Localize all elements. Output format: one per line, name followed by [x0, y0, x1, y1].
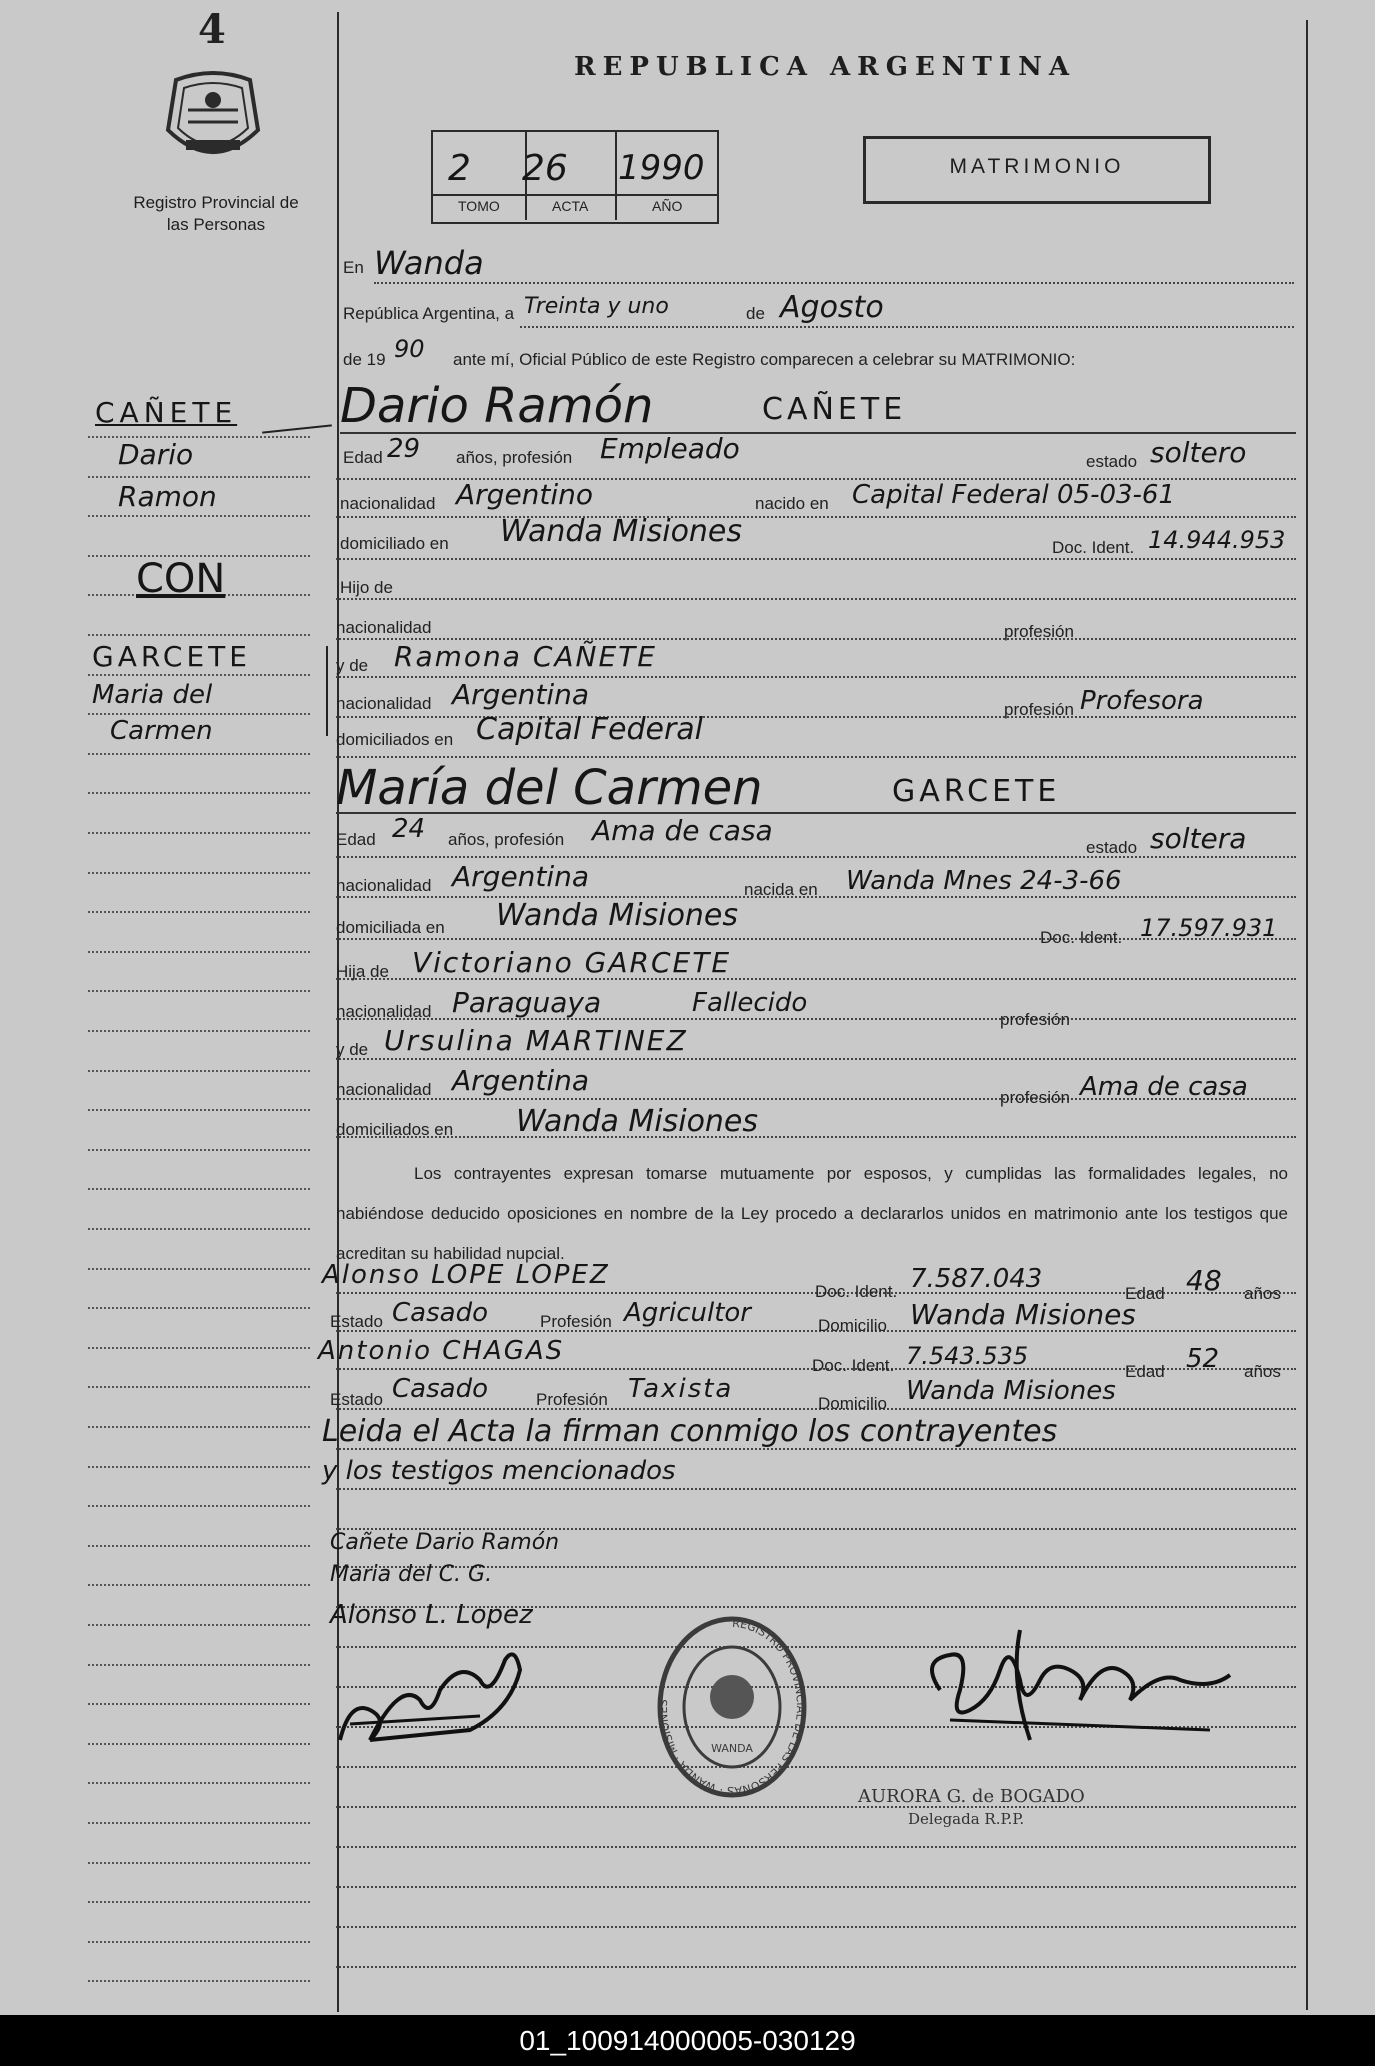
label-nacionalidad-padre-groom: nacionalidad: [336, 618, 432, 637]
stamp-ring-text: REGISTRO PROVINCIAL DE LAS PERSONAS · WANDA · MISIONES: [656, 1616, 808, 1798]
groom-madre: Ramona CAÑETE: [394, 640, 657, 673]
label-y-de-groom: y de: [336, 656, 369, 675]
groom-domicilio-padres: Capital Federal: [476, 712, 703, 747]
label-doc-groom: Doc. Ident.: [1052, 538, 1135, 557]
closing-line-2: y los testigos mencionados: [322, 1456, 676, 1486]
margin-rule: [88, 1782, 310, 1784]
form-rule: [336, 856, 1296, 858]
label-profesion-madre-groom: profesión: [1004, 700, 1074, 719]
margin-rule: [88, 872, 310, 874]
signature-bride: Maria del C. G.: [330, 1562, 493, 1587]
margin-bracket: [300, 646, 328, 736]
label-edad-bride: Edad: [336, 830, 376, 849]
form-rule: [336, 756, 1296, 758]
bride-nacida-en: Wanda Mnes 24-3-66: [846, 866, 1122, 896]
form-rule: [336, 1966, 1296, 1968]
form-rule: [336, 1846, 1296, 1848]
label-republica: República Argentina, a: [343, 304, 515, 323]
margin-rule: [88, 1228, 310, 1230]
label-estado-witness-2: Estado: [330, 1390, 383, 1409]
line-bride-name: [336, 812, 1296, 814]
margin-rule: [88, 1030, 310, 1032]
officer-name: AURORA G. de BOGADO: [858, 1786, 1085, 1807]
margin-rule: [88, 1624, 310, 1626]
margin-rule: [88, 1545, 310, 1547]
label-nacida-en: nacida en: [744, 880, 818, 899]
witness-2-name: Antonio CHAGAS: [318, 1336, 565, 1366]
bride-padre: Victoriano GARCETE: [412, 946, 732, 979]
label-estado-groom: estado: [1086, 452, 1138, 471]
form-rule: [336, 558, 1296, 560]
label-edad-groom: Edad: [343, 448, 383, 467]
margin-rule: [88, 1347, 310, 1349]
value-lugar: Wanda: [374, 244, 484, 282]
margin-rule: [88, 990, 310, 992]
record-type-box: [863, 136, 1211, 204]
margin-rule: [88, 911, 310, 913]
label-profesion-madre-bride: profesión: [1000, 1088, 1070, 1107]
label-anos-witness-2: años: [1244, 1362, 1281, 1381]
label-en: En: [343, 258, 364, 277]
label-nacionalidad-madre-bride: nacionalidad: [336, 1080, 432, 1099]
margin-rule: [88, 515, 310, 517]
margin-rule: [88, 1307, 310, 1309]
label-doc-witness-2: Doc. Ident.: [812, 1356, 895, 1375]
margin-rule: [88, 1980, 310, 1982]
label-profesion-padre-bride: profesión: [1000, 1010, 1070, 1029]
value-mes: Agosto: [780, 290, 884, 325]
margin-rule: [88, 1149, 310, 1151]
label-estado-bride: estado: [1086, 838, 1138, 857]
label-anos-witness-1: años: [1244, 1284, 1281, 1303]
margin-rule: [88, 1862, 310, 1864]
column-divider-right: [1306, 20, 1308, 2010]
form-rule: [336, 516, 1296, 518]
groom-domicilio: Wanda Misiones: [500, 514, 743, 549]
margin-groom-given-2: Ramon: [118, 480, 217, 513]
label-de: de: [746, 304, 765, 323]
form-rule: [336, 598, 1296, 600]
scan-footer-code: 01_100914000005-030129: [0, 2015, 1375, 2066]
bride-nacionalidad: Argentina: [452, 860, 590, 893]
margin-rule: [88, 1188, 310, 1190]
margin-rule: [88, 1941, 310, 1943]
form-rule: [336, 1058, 1296, 1060]
margin-groom-given-1: Dario: [118, 438, 194, 471]
groom-nacido-en: Capital Federal 05-03-61: [852, 480, 1176, 510]
margin-rule: [88, 634, 310, 636]
label-domicilio-witness-1: Domicilio: [818, 1316, 887, 1335]
bride-edad: 24: [392, 814, 426, 844]
margin-rule: [88, 832, 310, 834]
label-ante-mi: ante mí, Oficial Público de este Registro comparecen a celebrar su MATRIMONIO:: [453, 350, 1076, 369]
margin-rule: [88, 1466, 310, 1468]
tomo-value: 2: [448, 148, 471, 189]
witness-1-name: Alonso LOPE LOPEZ: [322, 1260, 610, 1290]
anio-label: AÑO: [652, 198, 683, 214]
record-type-label: MATRIMONIO: [949, 155, 1125, 178]
legal-paragraph: Los contrayentes expresan tomarse mutuamente por esposos, y cumplidas las formalidades legales, no habiéndose deducido oposiciones en nombre de la Ley procedo a declararlos unidos en matrimonio ante los testigos que acreditan su habilidad nupcial.: [336, 1164, 1288, 1263]
groom-nacionalidad: Argentino: [456, 478, 594, 511]
margin-rule: [88, 753, 310, 755]
label-nacionalidad-padre-bride: nacionalidad: [336, 1002, 432, 1021]
bride-madre: Ursulina MARTINEZ: [384, 1024, 688, 1057]
line-lugar: [374, 282, 1294, 284]
form-rule: [336, 1806, 1296, 1808]
margin-rule: [88, 1664, 310, 1666]
margin-rule: [88, 1268, 310, 1270]
margin-rule: [88, 1743, 310, 1745]
acta-label: ACTA: [552, 198, 589, 214]
bride-padre-nota: Fallecido: [692, 988, 808, 1018]
label-nacionalidad-bride: nacionalidad: [336, 876, 432, 895]
margin-rule: [88, 1109, 310, 1111]
witness-1-estado: Casado: [392, 1298, 488, 1328]
signature-witness-1: Alonso L. Lopez: [330, 1600, 533, 1630]
officer-title: Delegada R.P.P.: [908, 1810, 1025, 1828]
form-rule: [336, 1488, 1296, 1490]
label-hijo-de: Hijo de: [340, 578, 393, 597]
margin-rule: [88, 1901, 310, 1903]
label-profesion-padre-groom: profesión: [1004, 622, 1074, 641]
label-nacido-en: nacido en: [755, 494, 829, 513]
form-rule: [336, 1926, 1296, 1928]
label-doc-witness-1: Doc. Ident.: [815, 1282, 898, 1301]
bride-madre-nacionalidad: Argentina: [452, 1064, 590, 1097]
signature-witness-2: [330, 1640, 550, 1760]
witness-1-doc: 7.587.043: [910, 1264, 1043, 1294]
margin-rule: [88, 713, 310, 715]
line-groom-name: [340, 432, 1296, 434]
groom-profesion: Empleado: [600, 432, 740, 465]
groom-full-name: Dario Ramón: [340, 378, 654, 434]
label-domiciliada-bride: domiciliada en: [336, 918, 445, 937]
groom-estado: soltero: [1150, 436, 1247, 469]
bride-full-name: María del Carmen: [336, 760, 763, 816]
witness-2-edad: 52: [1186, 1344, 1220, 1374]
anio-value: 1990: [618, 148, 705, 188]
witness-1-edad: 48: [1186, 1264, 1222, 1297]
witness-2-domicilio: Wanda Misiones: [906, 1376, 1116, 1406]
bride-doc: 17.597.931: [1140, 914, 1278, 942]
value-anio: 90: [394, 335, 425, 363]
label-estado-witness-1: Estado: [330, 1312, 383, 1331]
label-profesion-witness-1: Profesión: [540, 1312, 612, 1331]
margin-rule: [88, 476, 310, 478]
closing-line-1: Leida el Acta la firman conmigo los contrayentes: [322, 1414, 1058, 1449]
bride-surname: GARCETE: [892, 774, 1061, 809]
label-edad-witness-1: Edad: [1125, 1284, 1165, 1303]
groom-doc: 14.944.953: [1148, 526, 1286, 554]
margin-rule: [88, 1386, 310, 1388]
label-hija-de: Hija de: [336, 962, 389, 981]
emblem-caption: Registro Provincial de las Personas: [133, 193, 299, 234]
label-nacionalidad-madre-groom: nacionalidad: [336, 694, 432, 713]
margin-rule: [88, 1703, 310, 1705]
label-domiciliados-groom: domiciliados en: [336, 730, 454, 749]
bride-estado: soltera: [1150, 822, 1247, 855]
form-rule: [336, 1886, 1296, 1888]
page-number: 4: [198, 6, 226, 53]
margin-rule: [88, 951, 310, 953]
margin-arrow: [262, 424, 332, 433]
margin-rule: [88, 1822, 310, 1824]
witness-1-profesion: Agricultor: [624, 1298, 751, 1328]
officer-signature: [910, 1620, 1250, 1760]
groom-madre-profesion: Profesora: [1080, 686, 1204, 716]
margin-rule: [88, 1426, 310, 1428]
margin-rule: [88, 674, 310, 676]
bride-profesion: Ama de casa: [592, 814, 773, 847]
acta-value: 26: [522, 148, 568, 189]
label-de-19: de 19: [343, 350, 386, 369]
witness-2-doc: 7.543.535: [906, 1342, 1029, 1370]
groom-edad: 29: [387, 434, 421, 464]
label-domiciliado-groom: domiciliado en: [340, 534, 449, 553]
tomo-label: TOMO: [458, 198, 500, 214]
value-dia: Treinta y uno: [524, 294, 669, 319]
label-anos-profesion-bride: años, profesión: [448, 830, 565, 849]
form-rule: [336, 1766, 1296, 1768]
form-rule: [336, 1408, 1296, 1410]
witness-1-domicilio: Wanda Misiones: [910, 1298, 1136, 1331]
margin-rule: [88, 792, 310, 794]
margin-bride-given-2: Carmen: [110, 716, 213, 746]
label-domiciliados-bride: domiciliados en: [336, 1120, 454, 1139]
label-y-de-bride: y de: [336, 1040, 369, 1059]
line-fecha: [520, 326, 1294, 328]
form-rule: [336, 1136, 1296, 1138]
bride-domicilio-padres: Wanda Misiones: [516, 1104, 759, 1139]
bride-domicilio: Wanda Misiones: [496, 898, 739, 933]
official-stamp: [652, 1612, 812, 1802]
label-edad-witness-2: Edad: [1125, 1362, 1165, 1381]
country-title: REPUBLICA ARGENTINA: [574, 52, 1077, 82]
witness-2-profesion: Taxista: [628, 1374, 734, 1404]
margin-groom-surname: CAÑETE: [95, 396, 238, 429]
bride-padre-nacionalidad: Paraguaya: [452, 986, 602, 1019]
margin-bride-given-1: Maria del: [92, 680, 213, 710]
groom-madre-nacionalidad: Argentina: [452, 678, 590, 711]
margin-rule: [88, 1070, 310, 1072]
bride-madre-profesion: Ama de casa: [1080, 1072, 1248, 1102]
stamp-center-text: WANDA: [711, 1742, 753, 1755]
label-domicilio-witness-2: Domicilio: [818, 1394, 887, 1413]
form-rule: [336, 1330, 1296, 1332]
provincial-emblem: [158, 70, 268, 170]
margin-connector: CON: [136, 556, 226, 602]
signature-groom: Cañete Dario Ramón: [330, 1530, 560, 1555]
margin-rule: [88, 1505, 310, 1507]
label-nacionalidad-groom: nacionalidad: [340, 494, 436, 513]
groom-surname: CAÑETE: [762, 392, 907, 427]
margin-bride-surname: GARCETE: [92, 640, 251, 673]
label-doc-bride: Doc. Ident.: [1040, 928, 1123, 947]
witness-2-estado: Casado: [392, 1374, 488, 1404]
label-profesion-witness-2: Profesión: [536, 1390, 608, 1409]
margin-rule: [88, 1584, 310, 1586]
label-anos-profesion-groom: años, profesión: [456, 448, 573, 467]
